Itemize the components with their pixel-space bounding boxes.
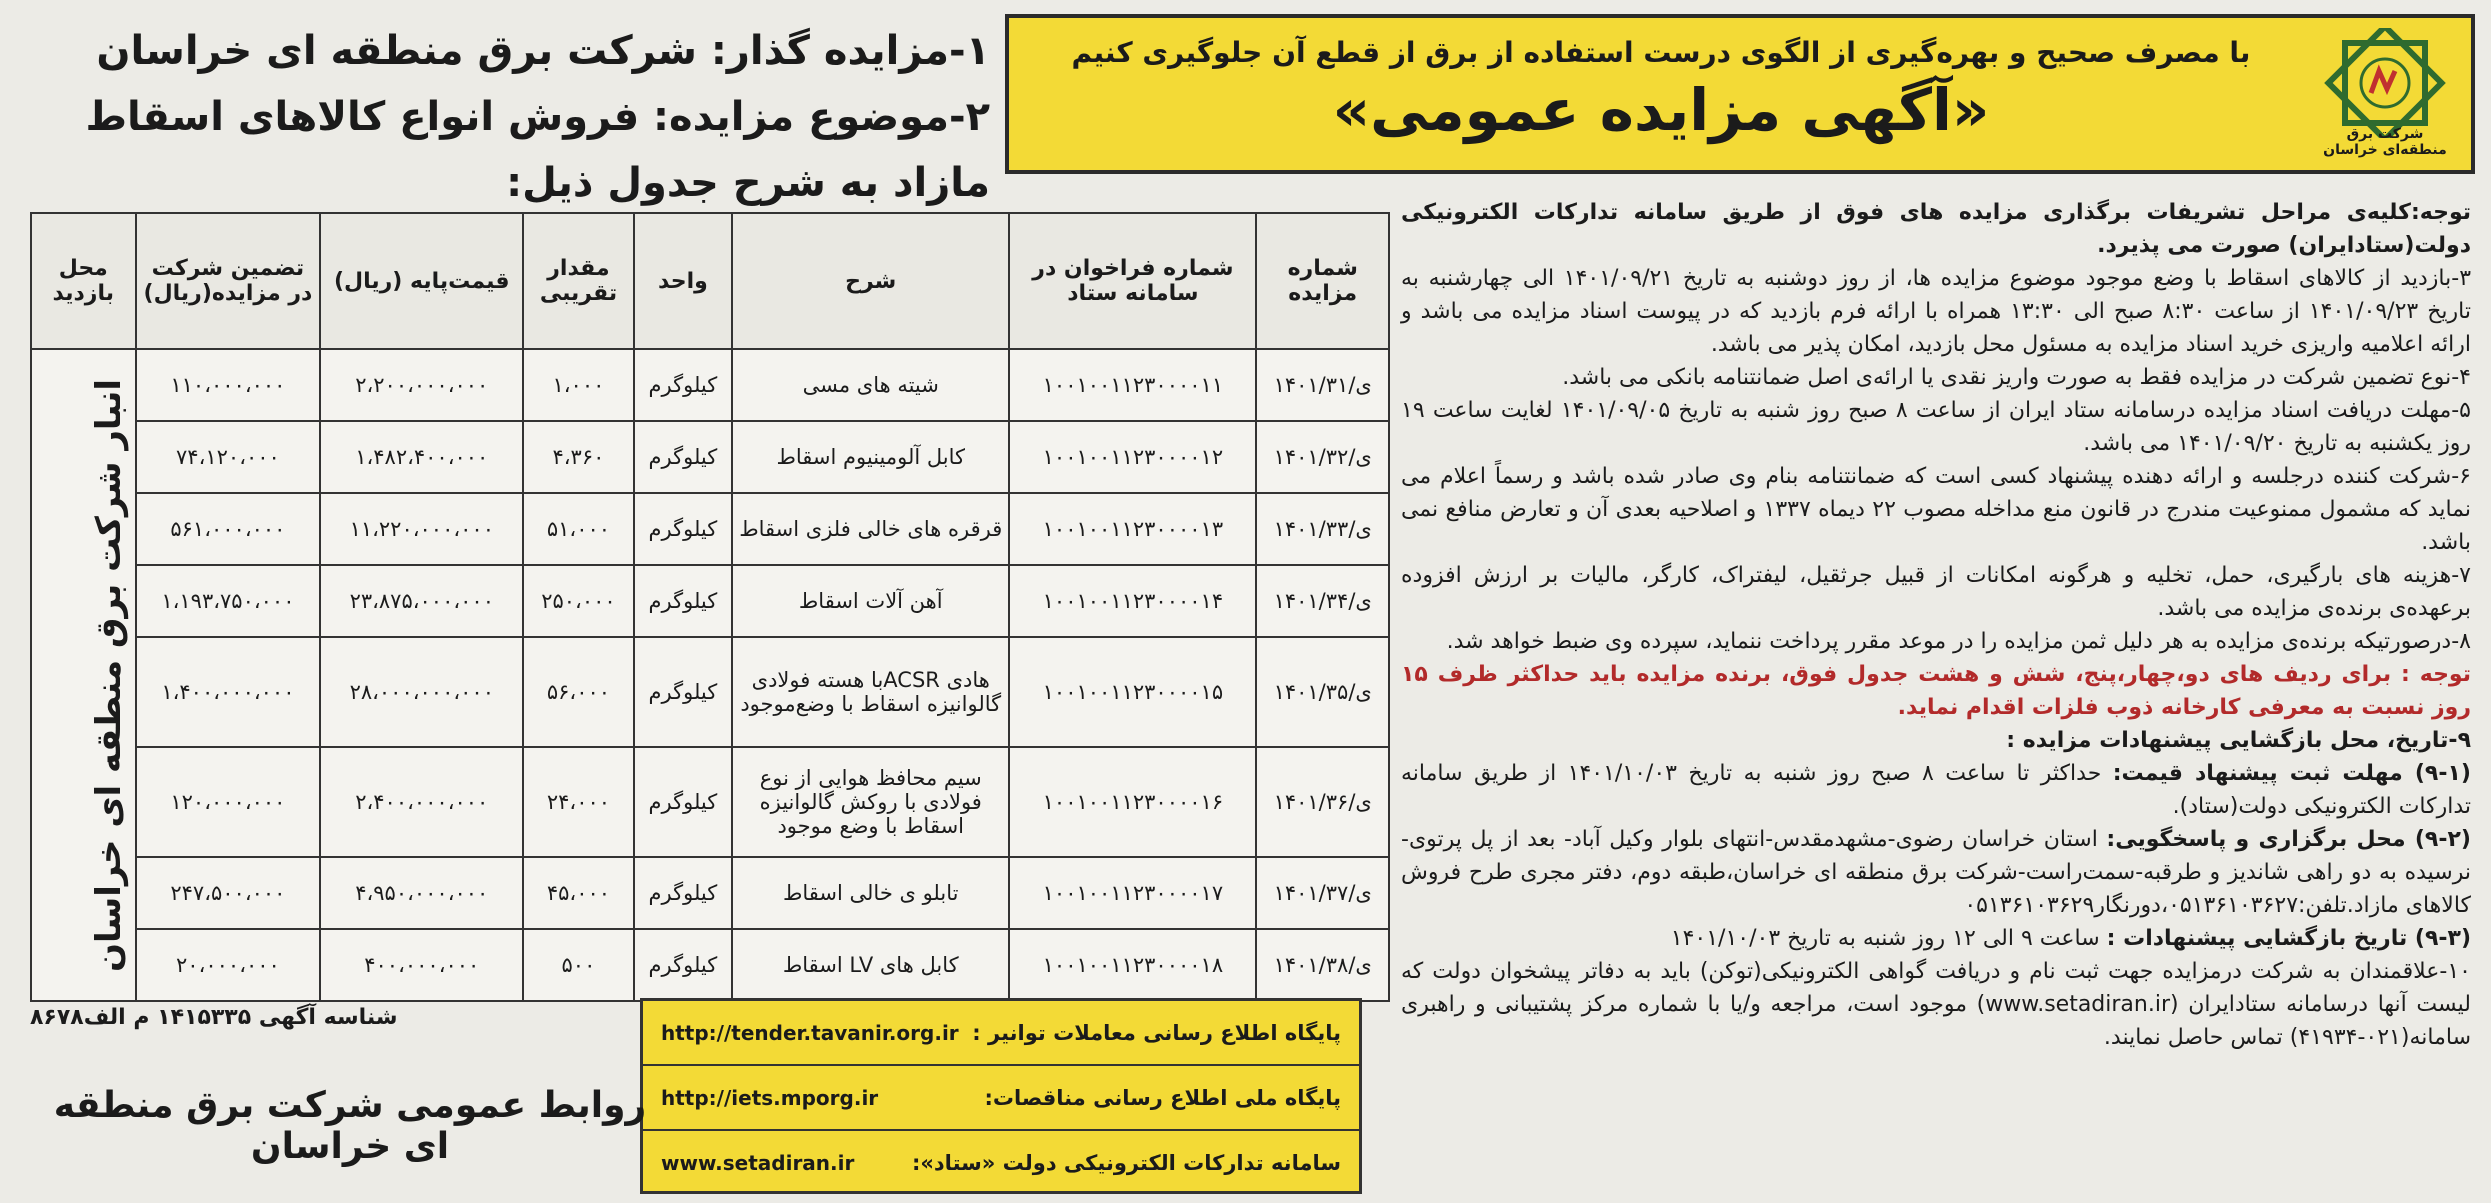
cell-guarantee: ۷۴،۱۲۰،۰۰۰ (136, 421, 321, 493)
note-7: ۷-هزینه های بارگیری، حمل، تخلیه و هرگونه امکانات از قبیل جرثقیل، لیفتراک، کارگر، مالیات بر ارزش افزوده برعهده‌ی برنده‌ی مزایده می باشد. (1401, 563, 2471, 621)
cell-price: ۴،۹۵۰،۰۰۰،۰۰۰ (320, 857, 523, 929)
cell-price: ۲۳،۸۷۵،۰۰۰،۰۰۰ (320, 565, 523, 637)
cell-guarantee: ۱۱۰،۰۰۰،۰۰۰ (136, 349, 321, 421)
table-row (31, 857, 1389, 929)
cell-guarantee: ۱،۴۰۰،۰۰۰،۰۰۰ (136, 637, 321, 747)
cell-guarantee: ۲۴۷،۵۰۰،۰۰۰ (136, 857, 321, 929)
cell-setad: ۱۰۰۱۰۰۱۱۲۳۰۰۰۰۱۶ (1009, 747, 1256, 857)
cell-setad: ۱۰۰۱۰۰۱۱۲۳۰۰۰۰۱۵ (1009, 637, 1256, 747)
note-3: ۳-بازدید از کالاهای اسقاط با وضع موجود موضوع مزایده ها، از روز دوشنبه به تاریخ ۱۴۰۱/۰۹/۲۱ الی چهارشنبه به تاریخ ۱۴۰۱/۰۹/۲۳ از ساعت ۸:۳۰ صبح الی ۱۳:۳۰ همراه با ارائه فرم بازدید که در پیوست اسناد مزایده می باشد و ارائه اعلامیه واریزی خرید اسناد مزایده به مسئول محل بازدید، امکان پذیر می باشد. (1401, 266, 2472, 357)
cell-unit: کیلوگرم (634, 747, 732, 857)
auctioneer-line: ۱-مزایده گذار: شرکت برق منطقه ای خراسان (96, 28, 990, 74)
note-8: ۸-درصورتیکه برنده‌ی مزایده به هر دلیل ثمن مزایده را در موعد مقرر پرداخت ننماید، سپرده وی ضبط خواهد شد. (1446, 629, 2471, 654)
logo-caption: شرکت برق منطقه‌ای خراسان (2323, 126, 2447, 158)
cell-qty: ۱،۰۰۰ (523, 349, 633, 421)
cell-number: ی/۱۴۰۱/۳۱ (1256, 349, 1389, 421)
cell-unit: کیلوگرم (634, 421, 732, 493)
auction-items-table (30, 212, 1390, 1002)
col-setad: شماره فراخوان در سامانه ستاد (1009, 213, 1256, 349)
cell-guarantee: ۱۲۰،۰۰۰،۰۰۰ (136, 747, 321, 857)
cell-price: ۴۰۰،۰۰۰،۰۰۰ (320, 929, 523, 1001)
notes-section (1401, 196, 2471, 1054)
note-9-2 (1401, 823, 2471, 922)
info-sites-box (640, 998, 1362, 1194)
note-9-3-label: (۹-۳) تاریخ بازگشایی پیشنهادات : (2106, 926, 2471, 951)
note-9-2-text: استان خراسان رضوی-مشهدمقدس-انتهای بلوار وکیل آباد- بعد از پل پرتوی- نرسیده به دو راهی شاندیز و طرقبه-سمت‌راست-شرکت برق منطقه ای خراسان،طبقه دوم، دفتر مجری طرح فروش کالاهای مازاد.تلفن:۰۵۱۳۶۱۰۳۶۲۷،دورنگار۰۵۱۳۶۱۰۳۶۲۹ (1401, 827, 2471, 918)
cell-setad: ۱۰۰۱۰۰۱۱۲۳۰۰۰۰۱۲ (1009, 421, 1256, 493)
col-desc: شرح (732, 213, 1009, 349)
cell-desc: سیم محافظ هوایی از نوع فولادی با روکش گالوانیزه اسقاط با وضع موجود (732, 747, 1009, 857)
site-url-link[interactable]: http://tender.tavanir.org.ir (661, 1020, 959, 1045)
cell-price: ۱۱،۲۲۰،۰۰۰،۰۰۰ (320, 493, 523, 565)
cell-number: ی/۱۴۰۱/۳۲ (1256, 421, 1389, 493)
note-5: ۵-مهلت دریافت اسناد مزایده درسامانه ستاد ایران از ساعت ۸ صبح روز شنبه به تاریخ ۱۴۰۱/۰۹/۰۵ لغایت ساعت ۱۹ روز یکشنبه به تاریخ ۱۴۰۱/۰۹/۲۰ می باشد. (1401, 398, 2471, 456)
cell-desc: هادی ACSRبا هسته فولادی گالوانیزه اسقاط با وضع‌موجود (732, 637, 1009, 747)
cell-guarantee: ۱،۱۹۳،۷۵۰،۰۰۰ (136, 565, 321, 637)
site-row (643, 1001, 1359, 1066)
cell-price: ۲۸،۰۰۰،۰۰۰،۰۰۰ (320, 637, 523, 747)
subject-line: ۲-موضوع مزایده: فروش انواع کالاهای اسقاط مازاد به شرح جدول ذیل: (85, 94, 990, 206)
cell-setad: ۱۰۰۱۰۰۱۱۲۳۰۰۰۰۱۳ (1009, 493, 1256, 565)
ad-id: شناسه آگهی ۱۴۱۵۳۳۵ م الف۸۶۷۸ (30, 1005, 398, 1030)
cell-qty: ۵۰۰ (523, 929, 633, 1001)
note-intro: توجه:کلیه‌ی مراحل تشریفات برگذاری مزایده های فوق از طریق سامانه تدارکات الکترونیکی دولت(ستادایران) صورت می پذیرد. (1401, 200, 2471, 258)
cell-place (31, 349, 136, 1001)
public-relations: روابط عمومی شرکت برق منطقه ای خراسان (53, 1085, 647, 1167)
note-4: ۴-نوع تضمین شرکت در مزایده فقط به صورت واریز نقدی یا ارائه‌ی اصل ضمانتنامه بانکی می باشد. (1562, 365, 2471, 390)
table-row (31, 421, 1389, 493)
cell-qty: ۴۵،۰۰۰ (523, 857, 633, 929)
note-10: ۱۰-علاقمندان به شرکت درمزایده جهت ثبت نام و دریافت گواهی الکترونیکی(توکن) باید به دفاتر پیشخوان دولت که لیست آنها درسامانه ستادایران (www.setadiran.ir) موجود است، مراجعه و/یا با شماره مرکز پشتیبانی و راهبری سامانه(۰۲۱-۴۱۹۳۴) تماس حاصل نمایند. (1401, 959, 2472, 1050)
table-row (31, 929, 1389, 1001)
note-red: توجه : برای ردیف های دو،چهار،پنج، شش و هشت جدول فوق، برنده مزایده باید حداکثر ظرف ۱۵ روز نسبت به معرفی کارخانه ذوب فلزات اقدام نماید. (1401, 662, 2471, 720)
cell-desc: تابلو ی خالی اسقاط (732, 857, 1009, 929)
cell-guarantee: ۲۰،۰۰۰،۰۰۰ (136, 929, 321, 1001)
col-place: محل بازدید (31, 213, 136, 349)
page-title: «آگهی مزایده عمومی» (1332, 76, 1990, 144)
cell-desc: شیته های مسی (732, 349, 1009, 421)
note-9-3 (1401, 922, 2471, 955)
col-guarantee: تضمین شرکت در مزایده(ریال) (136, 213, 321, 349)
cell-number: ی/۱۴۰۱/۳۶ (1256, 747, 1389, 857)
cell-qty: ۵۶،۰۰۰ (523, 637, 633, 747)
col-qty: مقدار تقریبی (523, 213, 633, 349)
cell-setad: ۱۰۰۱۰۰۱۱۲۳۰۰۰۰۱۸ (1009, 929, 1256, 1001)
site-label: پایگاه اطلاع رسانی معاملات توانیر : (972, 1020, 1341, 1045)
table-header-row (31, 213, 1389, 349)
cell-qty: ۴،۳۶۰ (523, 421, 633, 493)
note-9-1 (1401, 757, 2471, 823)
cell-qty: ۲۴،۰۰۰ (523, 747, 633, 857)
col-price: قیمت‌پایه (ریال) (320, 213, 523, 349)
cell-unit: کیلوگرم (634, 857, 732, 929)
note-9-3-text: ساعت ۹ الی ۱۲ روز شنبه به تاریخ ۱۴۰۱/۱۰/۰۳ (1670, 926, 2100, 951)
cell-desc: آهن آلات اسقاط (732, 565, 1009, 637)
cell-qty: ۵۱،۰۰۰ (523, 493, 633, 565)
site-label: سامانه تدارکات الکترونیکی دولت «ستاد»: (911, 1150, 1341, 1175)
cell-desc: کابل های LV اسقاط (732, 929, 1009, 1001)
cell-unit: کیلوگرم (634, 493, 732, 565)
cell-price: ۱،۴۸۲،۴۰۰،۰۰۰ (320, 421, 523, 493)
cell-qty: ۲۵۰،۰۰۰ (523, 565, 633, 637)
note-9-1-label: (۹-۱) مهلت ثبت پیشنهاد قیمت: (2112, 761, 2471, 786)
cell-setad: ۱۰۰۱۰۰۱۱۲۳۰۰۰۰۱۷ (1009, 857, 1256, 929)
site-row (643, 1066, 1359, 1131)
site-label: پایگاه ملی اطلاع رسانی مناقصات: (984, 1085, 1341, 1110)
cell-guarantee: ۵۶۱،۰۰۰،۰۰۰ (136, 493, 321, 565)
table-row (31, 637, 1389, 747)
table-row (31, 349, 1389, 421)
cell-number: ی/۱۴۰۱/۳۵ (1256, 637, 1389, 747)
cell-number: ی/۱۴۰۱/۳۸ (1256, 929, 1389, 1001)
cell-unit: کیلوگرم (634, 349, 732, 421)
auction-intro (30, 18, 990, 216)
cell-setad: ۱۰۰۱۰۰۱۱۲۳۰۰۰۰۱۱ (1009, 349, 1256, 421)
cell-number: ی/۱۴۰۱/۳۷ (1256, 857, 1389, 929)
cell-setad: ۱۰۰۱۰۰۱۱۲۳۰۰۰۰۱۴ (1009, 565, 1256, 637)
site-url-link[interactable]: www.setadiran.ir (661, 1150, 855, 1175)
col-number: شماره مزایده (1256, 213, 1389, 349)
cell-price: ۲،۴۰۰،۰۰۰،۰۰۰ (320, 747, 523, 857)
cell-unit: کیلوگرم (634, 565, 732, 637)
cell-unit: کیلوگرم (634, 929, 732, 1001)
site-url-link[interactable]: http://iets.mporg.ir (661, 1085, 879, 1110)
note-9: ۹-تاریخ، محل بازگشایی پیشنهادات مزایده : (2006, 728, 2471, 753)
cell-number: ی/۱۴۰۱/۳۳ (1256, 493, 1389, 565)
cell-price: ۲،۲۰۰،۰۰۰،۰۰۰ (320, 349, 523, 421)
note-9-2-label: (۹-۲) محل برگزاری و پاسخگویی: (2106, 827, 2471, 852)
table-row (31, 565, 1389, 637)
table-row (31, 747, 1389, 857)
visit-place: انبار شرکت برق منطقه ای خراسان (88, 378, 129, 972)
note-9-1-text: حداکثر تا ساعت ۸ صبح روز شنبه به تاریخ ۱۴۰۱/۱۰/۰۳ از طریق سامانه تدارکات الکترونیکی دولت(ستاد). (1401, 761, 2471, 819)
notice-header (1005, 14, 2475, 174)
slogan: با مصرف صحیح و بهره‌گیری از الگوی درست استفاده از برق از قطع آن جلوگیری کنیم (1071, 36, 2251, 69)
cell-desc: کابل آلومینیوم اسقاط (732, 421, 1009, 493)
star-logo-icon (2315, 28, 2455, 138)
table-row (31, 493, 1389, 565)
company-logo (2315, 28, 2455, 160)
note-6: ۶-شرکت کننده درجلسه و ارائه دهنده پیشنهاد کسی است که ضمانتنامه بنام وی صادر شده باشد و رسماً اعلام می نماید که مشمول ممنوعیت مندرج در قانون منع مداخله مصوب ۲۲ دیماه ۱۳۳۷ و اصلاحیه بعدی آن و تعارض منافع نمی باشد. (1401, 464, 2471, 555)
cell-number: ی/۱۴۰۱/۳۴ (1256, 565, 1389, 637)
col-unit: واحد (634, 213, 732, 349)
cell-desc: قرقره های خالی فلزی اسقاط (732, 493, 1009, 565)
site-row (643, 1131, 1359, 1194)
cell-unit: کیلوگرم (634, 637, 732, 747)
